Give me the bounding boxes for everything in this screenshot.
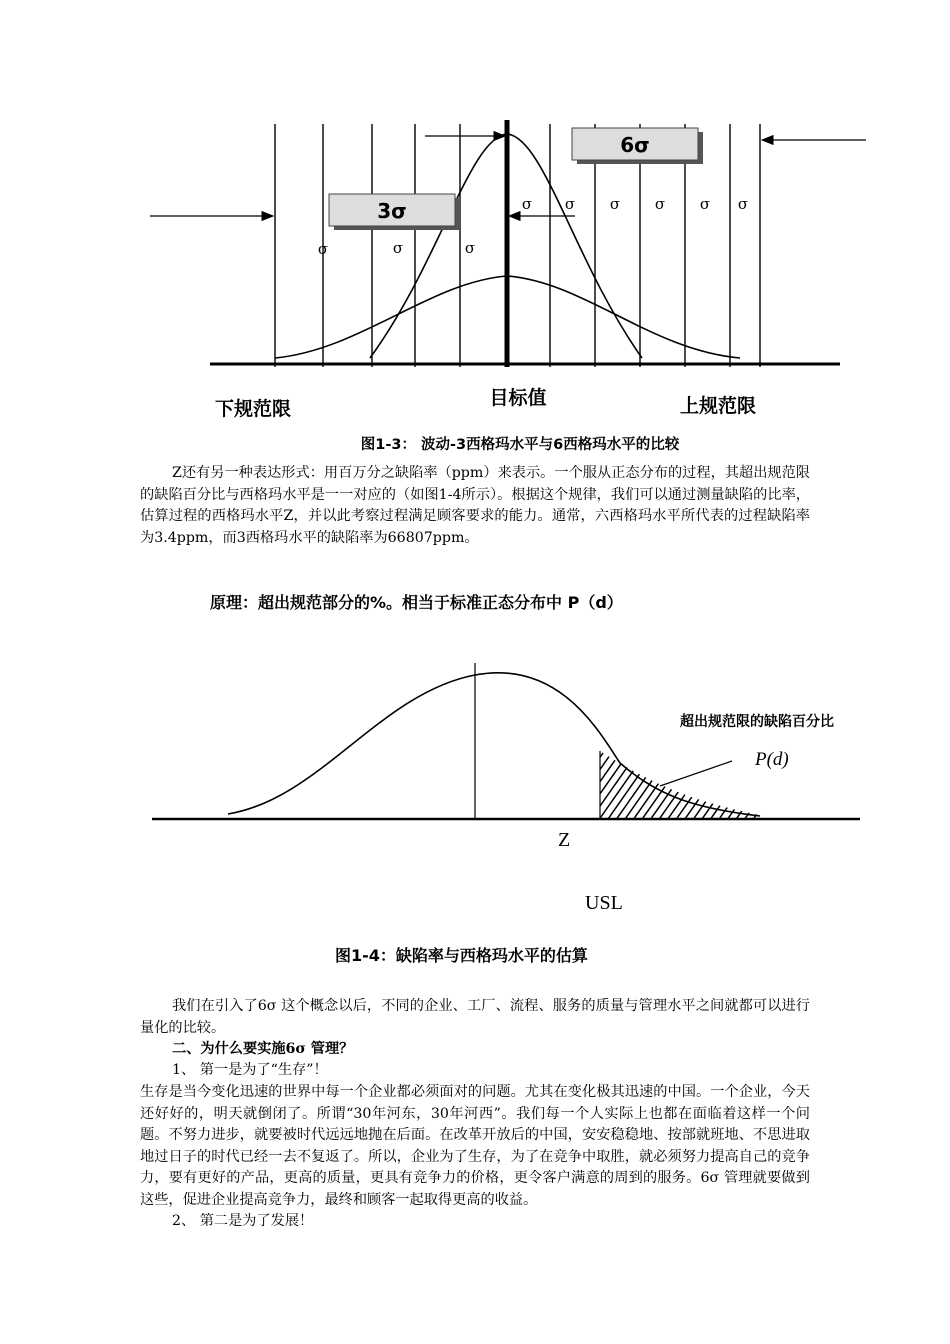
pd-label: P(d) [755,749,789,770]
section-heading-why-6sigma: 二、为什么要实施6σ 管理？ [172,1041,354,1057]
figure-1-3-caption: 图1-3： 波动-3西格玛水平与6西格玛水平的比较 [360,437,680,453]
list-item-survival: 1、 第一是为了“生存”！ [172,1062,328,1078]
label-lower-spec-limit: 下规范限 [215,398,292,420]
box-3sigma [329,194,460,230]
paragraph-quantified-comparison: 我们在引入了6σ 这个概念以后，不同的企业、工厂、流程、服务的质量与管理水平之间就都可以进行量化的比较。 [140,998,810,1036]
figure-1-4-title: 原理：超出规范部分的%。相当于标准正态分布中 P（d） [210,593,623,612]
svg-text:3σ: 3σ [377,199,407,223]
box-6sigma [572,128,703,164]
defect-area-hatch [600,751,760,818]
sigma-label: σ [464,239,476,257]
figure-1-3 [140,112,870,464]
figure-1-4-caption: 图1-4：缺陷率与西格玛水平的估算 [335,946,588,965]
figure-1-4-diagram [140,583,870,973]
sigma-label: σ [737,195,749,213]
usl-label: USL [585,892,623,914]
z-label: Z [558,829,571,851]
list-item-development: 2、 第二是为了发展！ [172,1213,314,1229]
sigma-label: σ [699,195,711,213]
label-upper-spec-limit: 上规范限 [680,395,757,417]
figure-1-3-diagram [140,112,870,464]
sigma-label: σ [521,195,533,213]
sigma-label: σ [654,195,666,213]
sigma-label: σ [317,240,329,258]
sigma-label: σ [609,195,621,213]
pd-pointer-line [660,761,732,786]
defect-percentage-label: 超出规范限的缺陷百分比 [680,714,834,730]
label-target-value: 目标值 [489,387,547,409]
paragraph-survival-explanation: 生存是当今变化迅速的世界中每一个企业都必须面对的问题。尤其在变化极其迅速的中国。一个企业，今天还好好的，明天就倒闭了。所谓“30年河东，30年河西”。我们每一个人实际上也都在面临着这样一个问题。不努力进步，就要被时代远远地抛在后面。在改革开放后的中国，安安稳稳地、按部就班地、不思进取地过日子的时代已经一去不复返了。所以，企业为了生存，为了在竞争中取胜，就必须努力提高自己的竞争力，要有更好的产品，更高的质量，更具有竞争力的价格，更令客户满意的周到的服务。6σ 管理就要做到这些，促进企业提高竞争力，最终和顾客一起取得更高的收益。 [140,1084,810,1208]
sigma-label: σ [392,239,404,257]
paragraph-ppm-explanation: Z还有另一种表达形式：用百万分之缺陷率（ppm）来表示。一个服从正态分布的过程，其超出规范限的缺陷百分比与西格玛水平是一一对应的（如图1-4所示）。根据这个规律，我们可以通过测量缺陷的比率，估算过程的西格玛水平Z，并以此考察过程满足顾客要求的能力。通常，六西格玛水平所代表的过程缺陷率为3.4ppm，而3西格玛水平的缺陷率为66807ppm。 [140,465,810,546]
svg-text:6σ: 6σ [620,133,650,157]
figure-1-4 [140,583,870,973]
sigma-label: σ [564,195,576,213]
